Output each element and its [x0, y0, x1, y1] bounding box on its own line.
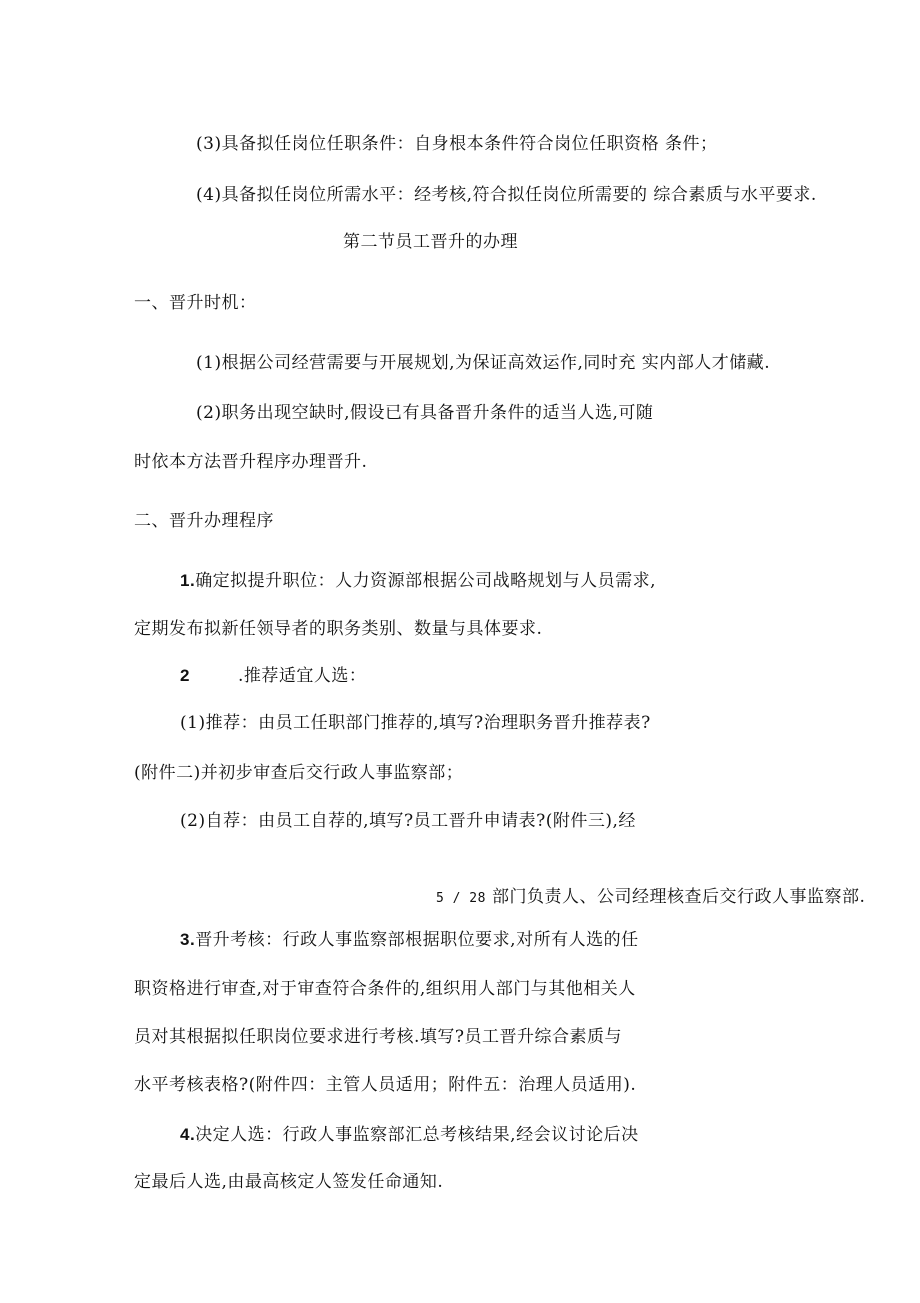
paragraph-line: (附件二)并初步审查后交行政人事监察部； — [134, 763, 464, 783]
step-text: 确定拟提升职位：人力资源部根据公司战略规划与人员需求, — [195, 571, 657, 591]
paragraph-line: (1)推荐：由员工任职部门推荐的,填写?治理职务晋升推荐表? — [180, 713, 651, 733]
step-number: 4. — [180, 1125, 196, 1144]
line-text: 部门负责人、公司经理核查后交行政人事监察部. — [491, 887, 866, 907]
paragraph-line: 定期发布拟新任领导者的职务类别、数量与具体要求. — [134, 619, 543, 639]
paragraph-line — [180, 665, 366, 687]
paragraph-line: 职资格进行审查,对于审查符合条件的,组织用人部门与其他相关人 — [134, 979, 636, 999]
paragraph-line: (2)自荐：由员工自荐的,填写?员工晋升申请表?(附件三),经 — [180, 811, 636, 831]
paragraph-line — [180, 929, 639, 951]
paragraph-line: (3)具备拟任岗位任职条件：自身根本条件符合岗位任职资格 条件； — [196, 134, 718, 154]
step-number: 1. — [180, 571, 196, 590]
paragraph-line — [436, 886, 865, 910]
paragraph-line: (2)职务出现空缺时,假设已有具备晋升条件的适当人选,可随 — [196, 403, 654, 423]
paragraph-line: 水平考核表格?(附件四：主管人员适用；附件五：治理人员适用). — [134, 1075, 637, 1095]
section-title: 第二节员工晋升的办理 — [343, 232, 518, 252]
step-text: 晋升考核：行政人事监察部根据职位要求,对所有人选的任 — [195, 930, 639, 950]
step-number: 3. — [180, 930, 196, 949]
paragraph-line: 定最后人选,由最高核定人签发任命通知. — [134, 1172, 444, 1192]
page-number: 5 / 28 — [436, 891, 486, 906]
heading: 一、晋升时机： — [134, 293, 257, 313]
heading: 二、晋升办理程序 — [134, 511, 274, 531]
step-number: 2 — [180, 666, 190, 685]
paragraph-line: 员对其根据拟任职岗位要求进行考核.填写?员工晋升综合素质与 — [134, 1027, 623, 1047]
step-text: .推荐适宜人选： — [237, 666, 367, 686]
paragraph-line: (1)根据公司经营需要与开展规划,为保证高效运作,同时充 实内部人才储藏. — [196, 353, 771, 373]
paragraph-line: (4)具备拟任岗位所需水平：经考核,符合拟任岗位所需要的 综合素质与水平要求. — [196, 185, 817, 205]
paragraph-line — [180, 570, 656, 592]
step-text: 决定人选：行政人事监察部汇总考核结果,经会议讨论后决 — [195, 1125, 639, 1145]
paragraph-line: 时依本方法晋升程序办理晋升. — [134, 452, 368, 472]
paragraph-line — [180, 1124, 639, 1146]
